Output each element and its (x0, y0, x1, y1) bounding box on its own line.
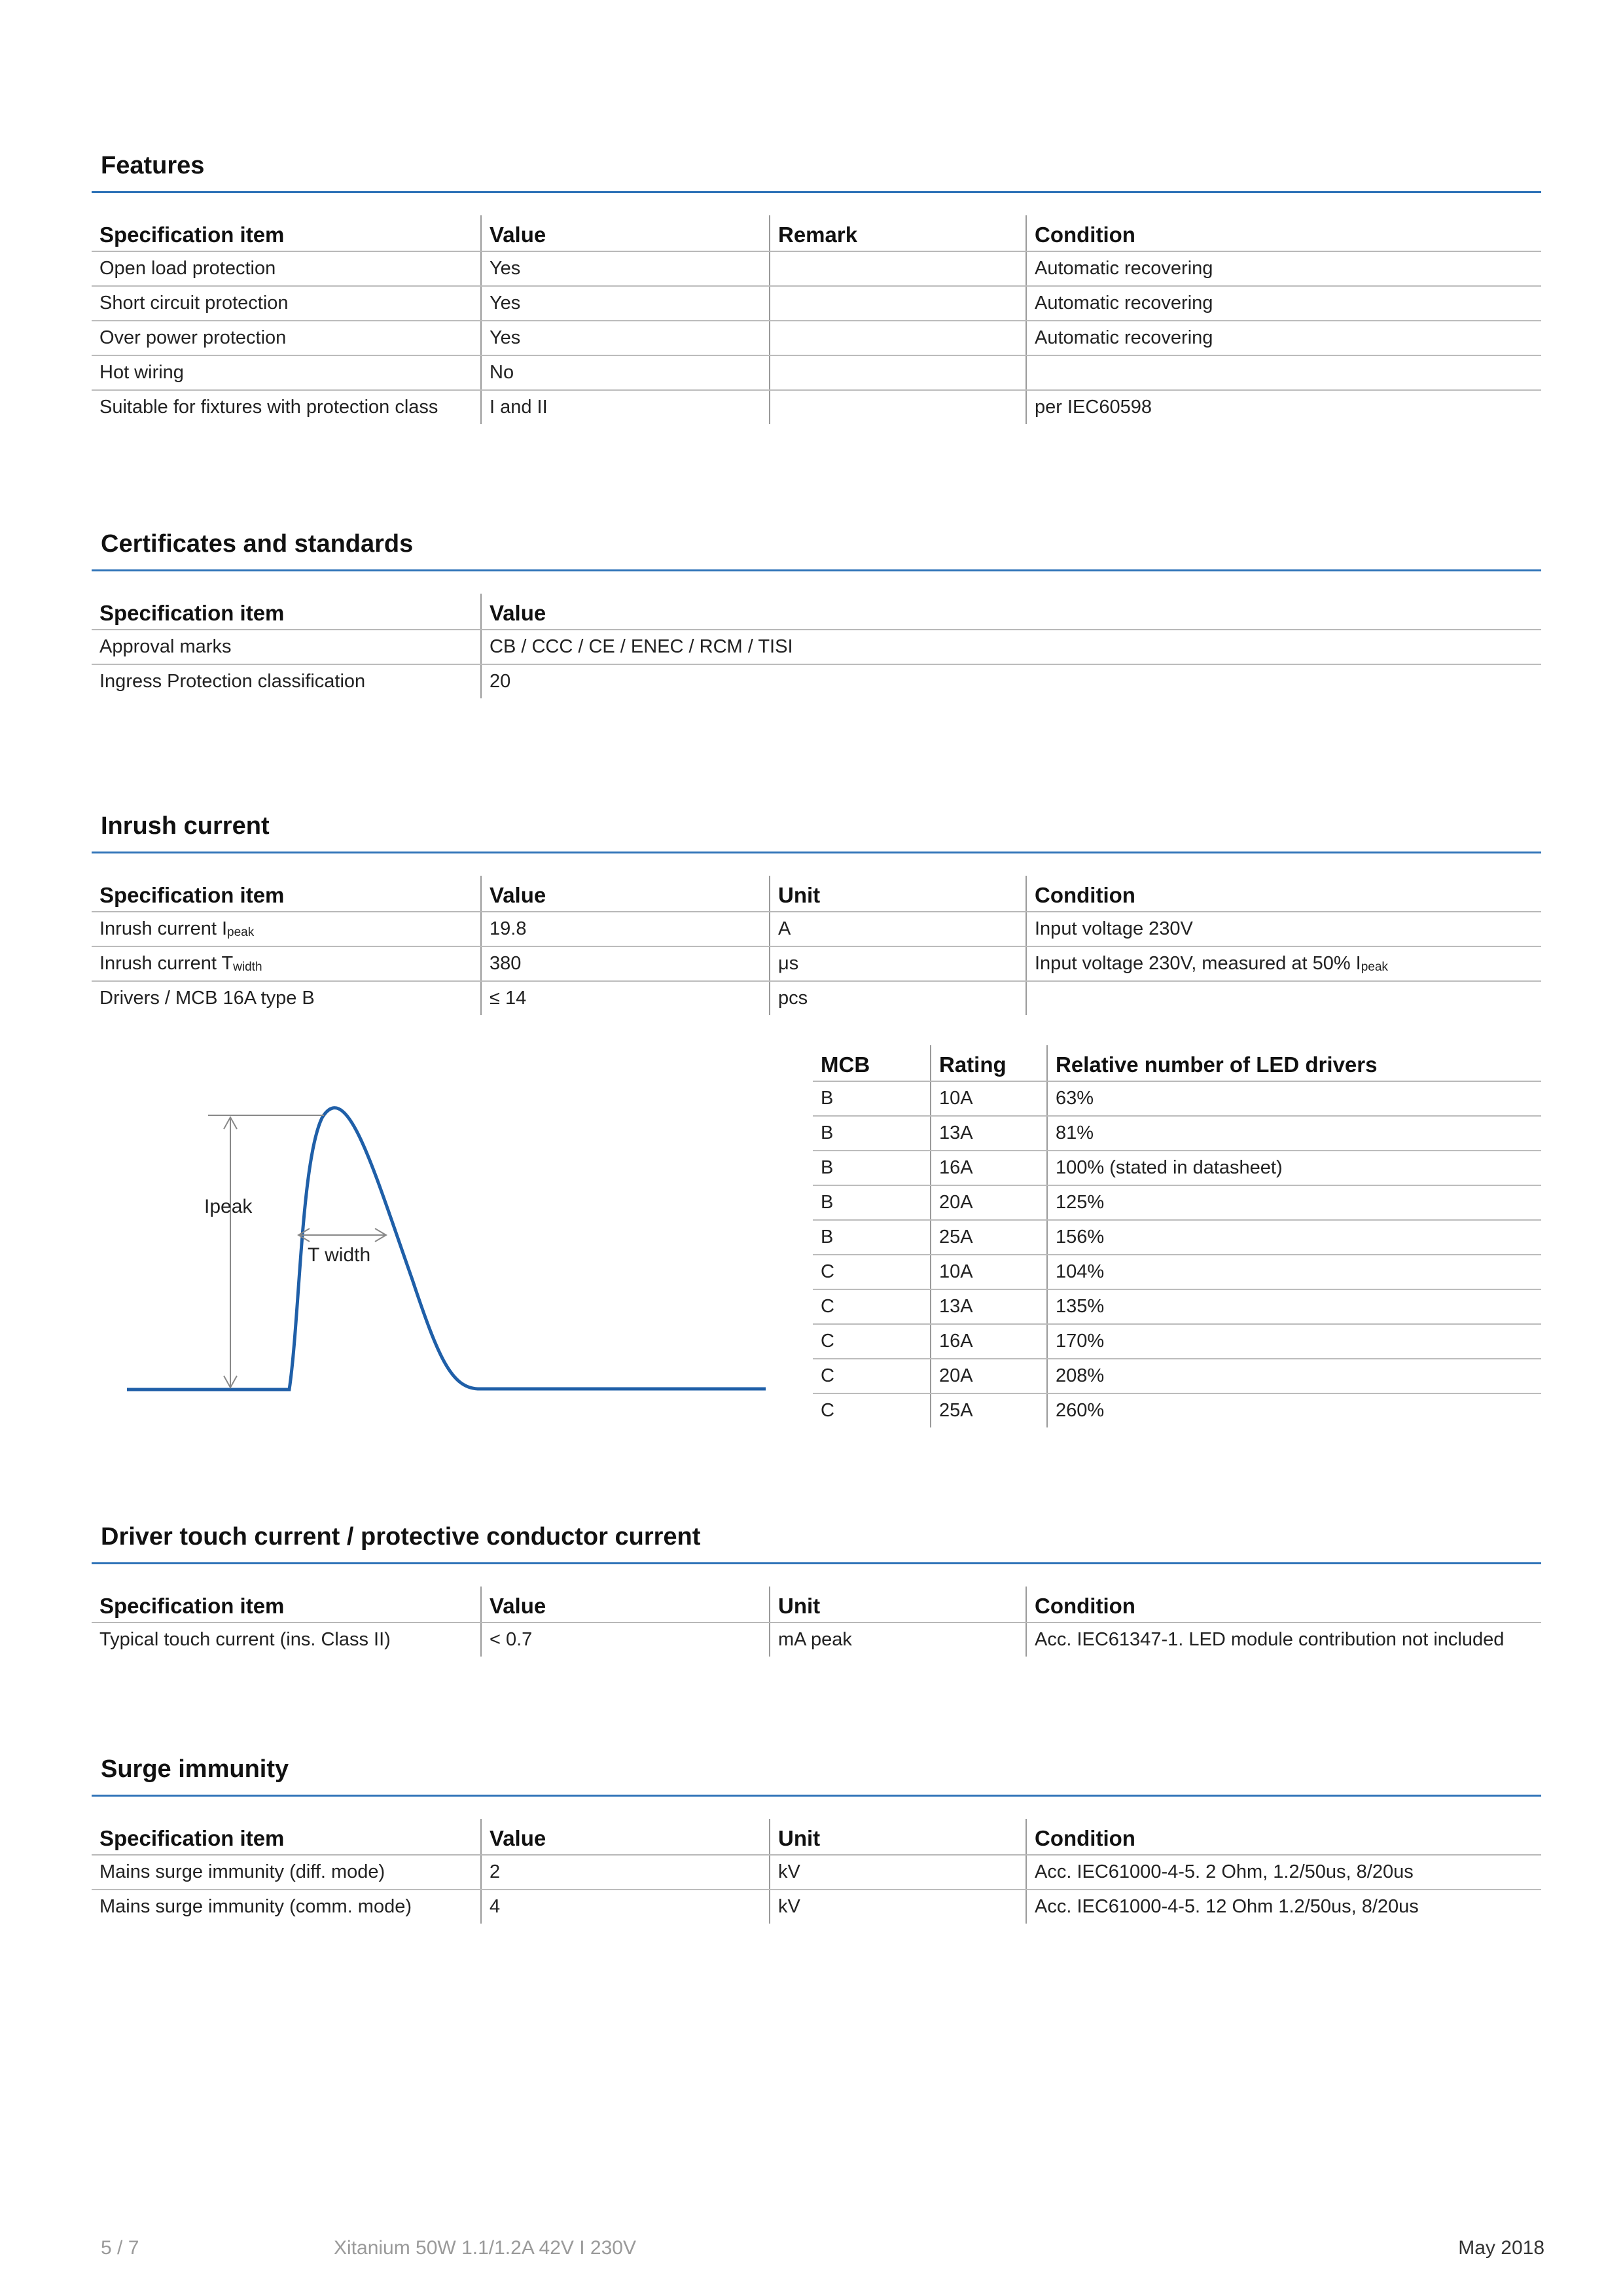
header-specification-item: Specification item (92, 1587, 481, 1623)
table-row (813, 1220, 1541, 1255)
cell-rating: 10A (931, 1081, 1047, 1116)
table-row (92, 630, 1541, 664)
cell-unit: mA peak (770, 1623, 1026, 1657)
cell-relative: 125% (1047, 1185, 1541, 1220)
table-row (813, 1324, 1541, 1359)
cell-rating: 16A (931, 1151, 1047, 1185)
cell-mcb: B (813, 1185, 931, 1220)
cell-relative: 104% (1047, 1255, 1541, 1289)
cell-mcb: C (813, 1255, 931, 1289)
inrush-table (92, 876, 1541, 1015)
cell-mcb: B (813, 1151, 931, 1185)
cell-item: Open load protection (92, 251, 481, 286)
header-condition: Condition (1026, 876, 1541, 912)
header-mcb: MCB (813, 1045, 931, 1081)
cell-value: < 0.7 (481, 1623, 770, 1657)
header-specification-item: Specification item (92, 215, 481, 251)
cell-relative: 156% (1047, 1220, 1541, 1255)
cell-relative: 81% (1047, 1116, 1541, 1151)
cell-relative: 100% (stated in datasheet) (1047, 1151, 1541, 1185)
cell-relative: 208% (1047, 1359, 1541, 1393)
touch-current-table (92, 1587, 1541, 1657)
table-row (813, 1185, 1541, 1220)
table-row (813, 1359, 1541, 1393)
table-row (813, 1393, 1541, 1427)
cell-mcb: C (813, 1324, 931, 1359)
table-row (92, 390, 1541, 424)
cell-rating: 13A (931, 1289, 1047, 1324)
cell-value: 2 (481, 1855, 770, 1890)
subscript: width (233, 960, 262, 974)
table-row (813, 1151, 1541, 1185)
features-section (92, 149, 1541, 424)
cell-rating: 20A (931, 1185, 1047, 1220)
table-row (813, 1081, 1541, 1116)
cell-mcb: B (813, 1116, 931, 1151)
cell-mcb: B (813, 1081, 931, 1116)
cell-unit: kV (770, 1855, 1026, 1890)
header-value: Value (481, 594, 1541, 630)
cell-condition: Automatic recovering (1026, 286, 1541, 321)
table-row (92, 321, 1541, 355)
cell-relative: 170% (1047, 1324, 1541, 1359)
cell-condition: Acc. IEC61000-4-5. 12 Ohm 1.2/50us, 8/20us (1026, 1890, 1541, 1924)
header-value: Value (481, 1587, 770, 1623)
cell-item: Short circuit protection (92, 286, 481, 321)
table-row (92, 946, 1541, 981)
certificates-section (92, 528, 1541, 698)
cell-mcb: C (813, 1359, 931, 1393)
cell-condition (1026, 355, 1541, 390)
table-row (92, 286, 1541, 321)
features-table (92, 215, 1541, 424)
cell-mcb: B (813, 1220, 931, 1255)
cell-value: 4 (481, 1890, 770, 1924)
cell-item: Inrush current $I_{peak}$ (92, 912, 481, 946)
footer-page-number: 5 / 7 (101, 2237, 139, 2259)
cell-rating: 10A (931, 1255, 1047, 1289)
cell-condition: per IEC60598 (1026, 390, 1541, 424)
cell-relative: 63% (1047, 1081, 1541, 1116)
cell-value: CB / CCC / CE / ENEC / RCM / TISI (481, 630, 1541, 664)
cell-value: 380 (481, 946, 770, 981)
table-row (813, 1116, 1541, 1151)
cell-unit: kV (770, 1890, 1026, 1924)
subscript: peak (227, 925, 255, 939)
cell-value: I and II (481, 390, 770, 424)
cell-item: Over power protection (92, 321, 481, 355)
header-specification-item: Specification item (92, 594, 481, 630)
mcb-table-section (813, 1045, 1541, 1427)
footer-date: May 2018 (1458, 2237, 1544, 2259)
header-unit: Unit (770, 876, 1026, 912)
table-row (92, 912, 1541, 946)
footer-product-name: Xitanium 50W 1.1/1.2A 42V I 230V (334, 2237, 636, 2259)
cell-value: Yes (481, 251, 770, 286)
table-row (813, 1289, 1541, 1324)
inrush-pulse-diagram (124, 1083, 766, 1410)
cell-value: No (481, 355, 770, 390)
touch-current-title: Driver touch current / protective conductor current (92, 1520, 1541, 1564)
cell-remark (770, 251, 1026, 286)
header-condition: Condition (1026, 1819, 1541, 1855)
twidth-label: T width (308, 1244, 371, 1266)
cell-relative: 135% (1047, 1289, 1541, 1324)
certificates-title: Certificates and standards (92, 528, 1541, 571)
cell-unit: pcs (770, 981, 1026, 1015)
cell-value: 19.8 (481, 912, 770, 946)
cell-remark (770, 355, 1026, 390)
inrush-title: Inrush current (92, 810, 1541, 853)
cell-item: Suitable for fixtures with protection class (99, 397, 438, 418)
table-row (92, 664, 1541, 698)
cell-value: 20 (481, 664, 1541, 698)
mcb-table (813, 1045, 1541, 1427)
header-specification-item: Specification item (92, 1819, 481, 1855)
cell-value: Yes (481, 321, 770, 355)
header-condition: Condition (1026, 1587, 1541, 1623)
cell-item: Mains surge immunity (diff. mode) (92, 1855, 481, 1890)
cell-mcb: C (813, 1289, 931, 1324)
surge-immunity-table (92, 1819, 1541, 1924)
cell-condition: Input voltage 230V, measured at 50% $I_{peak}$ (1026, 946, 1541, 981)
header-value: Value (481, 876, 770, 912)
pulse-waveform (127, 1108, 766, 1390)
table-row (92, 251, 1541, 286)
subscript: peak (1361, 960, 1388, 974)
cell-remark (770, 286, 1026, 321)
features-title: Features (92, 149, 1541, 193)
cell-value: Yes (481, 286, 770, 321)
table-row (92, 981, 1541, 1015)
cell-condition: Acc. IEC61000-4-5. 2 Ohm, 1.2/50us, 8/20us (1026, 1855, 1541, 1890)
surge-immunity-section (92, 1753, 1541, 1924)
cell-condition (1026, 981, 1541, 1015)
cell-relative: 260% (1047, 1393, 1541, 1427)
cell-item: Approval marks (92, 630, 481, 664)
cell-remark (770, 321, 1026, 355)
cell-remark (770, 390, 1026, 424)
header-condition: Condition (1026, 215, 1541, 251)
cell-item: Inrush current $T_{width}$ (92, 946, 481, 981)
header-remark: Remark (770, 215, 1026, 251)
table-row (92, 1890, 1541, 1924)
cell-item: Mains surge immunity (comm. mode) (99, 1896, 412, 1917)
cell-mcb: C (821, 1400, 834, 1421)
cell-rating: 16A (931, 1324, 1047, 1359)
cell-rating: 25A (931, 1220, 1047, 1255)
cell-item: Typical touch current (ins. Class II) (99, 1629, 391, 1650)
touch-current-section (92, 1520, 1541, 1657)
header-unit: Unit (770, 1587, 1026, 1623)
table-row (92, 1855, 1541, 1890)
cell-unit: A (770, 912, 1026, 946)
cell-item: Hot wiring (92, 355, 481, 390)
cell-rating: 13A (931, 1116, 1047, 1151)
table-row (92, 355, 1541, 390)
surge-immunity-title: Surge immunity (92, 1753, 1541, 1797)
cell-rating: 20A (931, 1359, 1047, 1393)
header-unit: Unit (770, 1819, 1026, 1855)
cell-condition: Acc. IEC61347-1. LED module contribution not included (1026, 1623, 1541, 1657)
cell-condition: Automatic recovering (1026, 321, 1541, 355)
cell-item: Drivers / MCB 16A type B (99, 988, 315, 1009)
cell-value: ≤ 14 (481, 981, 770, 1015)
header-rating: Rating (931, 1045, 1047, 1081)
cell-item: Ingress Protection classification (99, 671, 366, 692)
certificates-table (92, 594, 1541, 698)
header-value: Value (481, 1819, 770, 1855)
cell-condition: Automatic recovering (1026, 251, 1541, 286)
cell-unit: μs (770, 946, 1026, 981)
header-relative-drivers: Relative number of LED drivers (1047, 1045, 1541, 1081)
cell-condition: Input voltage 230V (1026, 912, 1541, 946)
cell-rating: 25A (931, 1393, 1047, 1427)
inrush-section (92, 810, 1541, 1015)
header-specification-item: Specification item (92, 876, 481, 912)
ipeak-label: Ipeak (204, 1196, 253, 1217)
table-row (813, 1255, 1541, 1289)
header-value: Value (481, 215, 770, 251)
table-row (92, 1623, 1541, 1657)
